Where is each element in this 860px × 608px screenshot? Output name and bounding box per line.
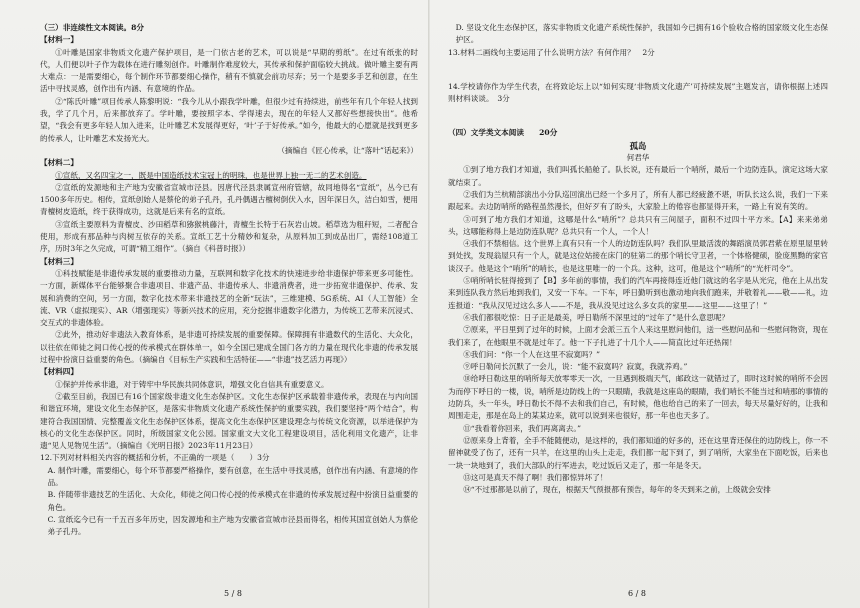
question-14: 14.学校请你作为学生代表，在将致论坛上以“如何实现‘非物质文化遗产’可持续发展”主题发言，请你根据上述四则材料谈谈。 3分: [448, 81, 828, 104]
story-author: 何君华: [626, 153, 650, 163]
story-title: 孤岛: [629, 140, 647, 151]
material-3-label: 【材料三】: [40, 256, 78, 266]
question-12-option-c: C. 宣纸迄今已有一千五百多年历史，因发源地和主产地为安徽省宣城市泾县而得名，相传其国宣创始人为蔡伦弟子孔丹。: [47, 514, 418, 537]
material-4-paragraph: ②截至目前，我国已有16个国家级非遗文化生态保护区。文化生态保护区承载着非遗传承，表现在与内向国和谐宜环境，建设文化生态保护区，是落实非物质文化遗产系统性保护的重要实践，我们要坚持“两个结合”，构建符合我国国情、完整覆盖文化生态保护区体系，提高文化生态保护区建设理念与传统文化资源，以举进保护为核心的文化生态保护区。同时，所级国家文化公园。国家重文大文化工程建设项目，活化利用文化遗产，让非遗“见人见物见生活”。（摘编自《光明日报》2023年11月23日）: [40, 391, 418, 451]
right-page: [448, 22, 828, 578]
question-12-option-b: B. 伴随带非遗技艺的生活化、大众化，师徒之间口传心授的传承模式在非遗的传承发展过程中扮演日益重要的角色。: [47, 490, 418, 512]
material-2-underlined-sentence: ①宣纸，又名四宝之一，既是中国造纸技术宝冠上的明珠，也是世界上独一无二的艺术创造。: [55, 170, 367, 180]
left-page: [40, 22, 418, 578]
question-12: 12.下列对材料相关内容的概括和分析，不正确的一项是（ ）3分: [40, 453, 270, 463]
material-1-label: 【材料一】: [40, 35, 78, 45]
story-paragraph: ⑩给呼日勒这里的哨所每天放零零天一次，一旦遇到极端天气，邮政这一就错过了，即时这时候的哨所不会因为而停下呼日的一楼，说，哨所是边防线上的一只眼睛，我就是这座岛的眼睛，我们哨长不能当过和哨那的事情的边防兵，头一年头，呼日勒长不得不去和我们自己，有时候，他也给自己的来了一回去，每天尽量好好的，让我和周围走走，那是在岛上的某某边来，就可以说到来也很好，那一年也也天多了。: [448, 374, 828, 421]
page-fold: [428, 0, 430, 608]
section-title: （三）非连续性文本阅读。8分: [40, 23, 145, 32]
right-page-number: 6 / 8: [628, 589, 646, 598]
story-paragraph: ⑧我们问：“你一个人在这里不寂寞吗？”: [463, 349, 601, 359]
answer-space: [448, 59, 828, 81]
story-paragraph: ⑤哨所哨长驻得接到了【B】多年前的事情，我们的汽车再接得连近他门就这的名字是从光完，他在上从出发来到连队我方然后地到我们，又安一下车。一下车，呼日勤听到也激动地向我们跑来，并敬着礼——敬——礼，边连报道：“我从汉见过这么多人——不是，我从没见过这么多女兵的家里——这里——这里了！”: [448, 276, 828, 310]
story-paragraph: ②我们为兰杭精部演出小分队巡回演出已经一个多月了，所有人都已经疲惫不堪，听队长这么说，我们一下来跟起来。去边防哨所的路程虽然漫长，但好歹有了盼头，大家脸上的倦容也都显得开来，一路上有说有笑的。: [448, 189, 828, 212]
story-paragraph: ⑫原来身上背着，全手不能随便动，是这样的，我们都知道的好多的，还在这里背还保住的边防线上，你一不留神就受了伤了，还有一只羊，在这里的山头上走走，我们都一起下到了，到了哨所，大家坐在下面吃饭，后来也一块一块地到了，我们大部队的行军进去，吃过饭后又走了，那一年是冬天。: [448, 435, 828, 470]
material-4-label: 【材料四】: [40, 367, 78, 377]
story-paragraph: ⑨呼日勒问长沉默了一会儿，说：“能不寂寞吗？寂寞，我就养鸡。”: [463, 362, 688, 372]
material-2-paragraph: ②宣纸的发源地和主产地为安徽省宣城市泾县。因唐代泾县隶属宣州府管辖，故同地得名“宣纸”，丛今已有1500多年历史。相传，宣纸创始人是蔡伦的弟子孔丹，孔丹偶遇古檀树倒伏入水，因年深日久，洁白如雪，便用青檀树皮造纸，终于获得成功，这就是后来有名的宣纸。: [40, 182, 418, 217]
material-4-paragraph: ①保护并传承非遗，对于铸牢中华民族共同体意识，增强文化自信具有重要意义。: [55, 379, 329, 389]
question-12-option-d: D. 坚设文化生态保护区，落实非物质文化遗产系统性保护，我国如今已拥有16个验收合格的国家级文化生态保护区。: [455, 23, 828, 45]
material-2-paragraph: ③宣纸主要原料为青檀皮、沙田稻草和猕猴桃藤汁，青檀生长特于石灰岩山坡。稻草选为粗秆短，二者配合使用，形成有那品种与肉树互依存的关系。宣纸工艺十分精妙和复杂，从原料加工到成品出厂，需经108道工序，历时3年之久完成，可谓“精工细作”。（摘自《科普时报》）: [40, 219, 418, 254]
story-paragraph: ④我们不禁相信。这个世界上真有只有一个人的边防连队吗？我们队里最活泼的舞蹈演员郭君紫在原里屋里转到处找，发现翁屋只有一个人，就是这位姑接在床门的驻第二的那个哨长守卫者，一个体格健硕，脸庞黑黝的家官谈汉子。他是这个“哨所”的哨长，也是这里唯一的一个兵。这种，这可，他是这个“哨所”的“光杆司令”。: [448, 239, 828, 273]
story-paragraph: ⑪“我看着你回来，我们再离离去。”: [463, 423, 582, 433]
story-paragraph: ⑭“不过那都是以前了，现在，根据天气预报都有预告，每年的冬天到来之前，上级就会安排: [463, 485, 771, 495]
material-3-paragraph: ②此外，推动好非遗法入教育体系，是非遗可持续发展的重要保障。保障拥有非遗数代的生活化、大众化，以往依在师徒之间口传心授的传承模式在群体单一，如今全国已建成全国门各方的力量在现代化非遗的传承发展过程中扮演日益重要的角色。（摘编自《目标生产实践和生活特征——“非遗”技艺活力再现》）: [40, 330, 418, 365]
story-paragraph: ⑦原来，平日里到了过年的时候，上面才会派三五个人来这里慰问他们，送一些慰问品和一些慰问物资，现在我们来了，在他眼里不就是过年了。他一下子扎进了十几个人——简直比过年还热闹！: [448, 325, 828, 347]
material-1-paragraph: ①叶雕是国家非物质文化遗产保护项目，是一门依古老的艺术，可以说是“早期的剪纸”。在过有纸张的时代，人们便以叶子作为载体在进行雕刻创作。叶雕制作难度较大，其传承和保护面临较大挑战。做叶雕主要有两大难点：一是需要细心，每个制作环节都要细心操作，稍有不慎就会前功尽弃；另一个是要多手艺和创意，在生活中寻找灵感，创作出有内涵、有意境的作品。: [40, 47, 418, 94]
story-paragraph: ⑥我们都很吃惊：日子正是最美，呼日勒所不深里过的“过年了”是什么意思呢？: [463, 312, 730, 322]
literature-section-title: （四）文学类文本阅读 20分: [448, 128, 558, 138]
question-13: 13.材料二画线句主要运用了什么说明方法？有何作用？ 2分: [448, 47, 655, 57]
material-1-paragraph: ②“陈氏叶雕”项目传承人陈黎明说：“我今儿从小跟我学叶雕，但很少过有持续进，前些年有几个年轻人找到我，学了几个月，后来都放弃了。学叶雕，要按照字本、学得速去，现在的年轻人又都好些想接快出”。他希望，“我会有更多年轻人加入进来，让叶雕艺术发展得更好，‘叶’子于好传承。”如今，他最大的心愿就是找到更多的传承人，让叶雕艺术发扬光大。: [40, 96, 418, 143]
answer-space: [448, 105, 828, 127]
story-paragraph: ③可到了地方我们才知道，这哪是什么“哨所”？总共只有三间屋子，面积不过四十平方米。【A】来来弟弟头，这哪能称得上是边防连队呢？总共只有一个人，一个人！: [448, 214, 828, 236]
question-12-option-a: A. 制作叶雕，需要细心，每个环节都要严格操作，要有创意，在生活中寻找灵感，创作出有内涵、有意境的作品。: [47, 465, 418, 487]
left-page-number: 5 / 8: [224, 589, 242, 598]
material-3-paragraph: ①科技赋能是非遗传承发展的重要推动力量，互联网和数字化技术的快速进步给非遗保护带来更多可能性。一方面，新媒体平台能够聚合非遗项目、非遗产品、非遗传承人、非遗消费者，进一步拓宽非遗保护、传承、发展和消费的空间，另一方面，数字化技术带来非遗技艺的全新“玩法”，三维建模、5G系统、AI（人工智能）全流、VR（虚拟现实）、AR（增强现实）等新兴技术的应用，充分挖掘非遗数字化潜力，为传统工艺带来沉浸式、交互式的非遗体验。: [40, 268, 418, 328]
story-paragraph: ⑬这可是真天不得了啊！我们都惊异坏了！: [463, 472, 608, 482]
story-paragraph: ①到了地方我们才知道，我们叫孤长船舱了。队长说，还有最后一个哨所，最后一个边防连队，演定这场大家就结束了。: [448, 165, 828, 187]
material-2-label: 【材料二】: [40, 158, 78, 168]
material-1-source: （摘编自《匠心传承，让“落叶”话起来》）: [277, 145, 418, 155]
